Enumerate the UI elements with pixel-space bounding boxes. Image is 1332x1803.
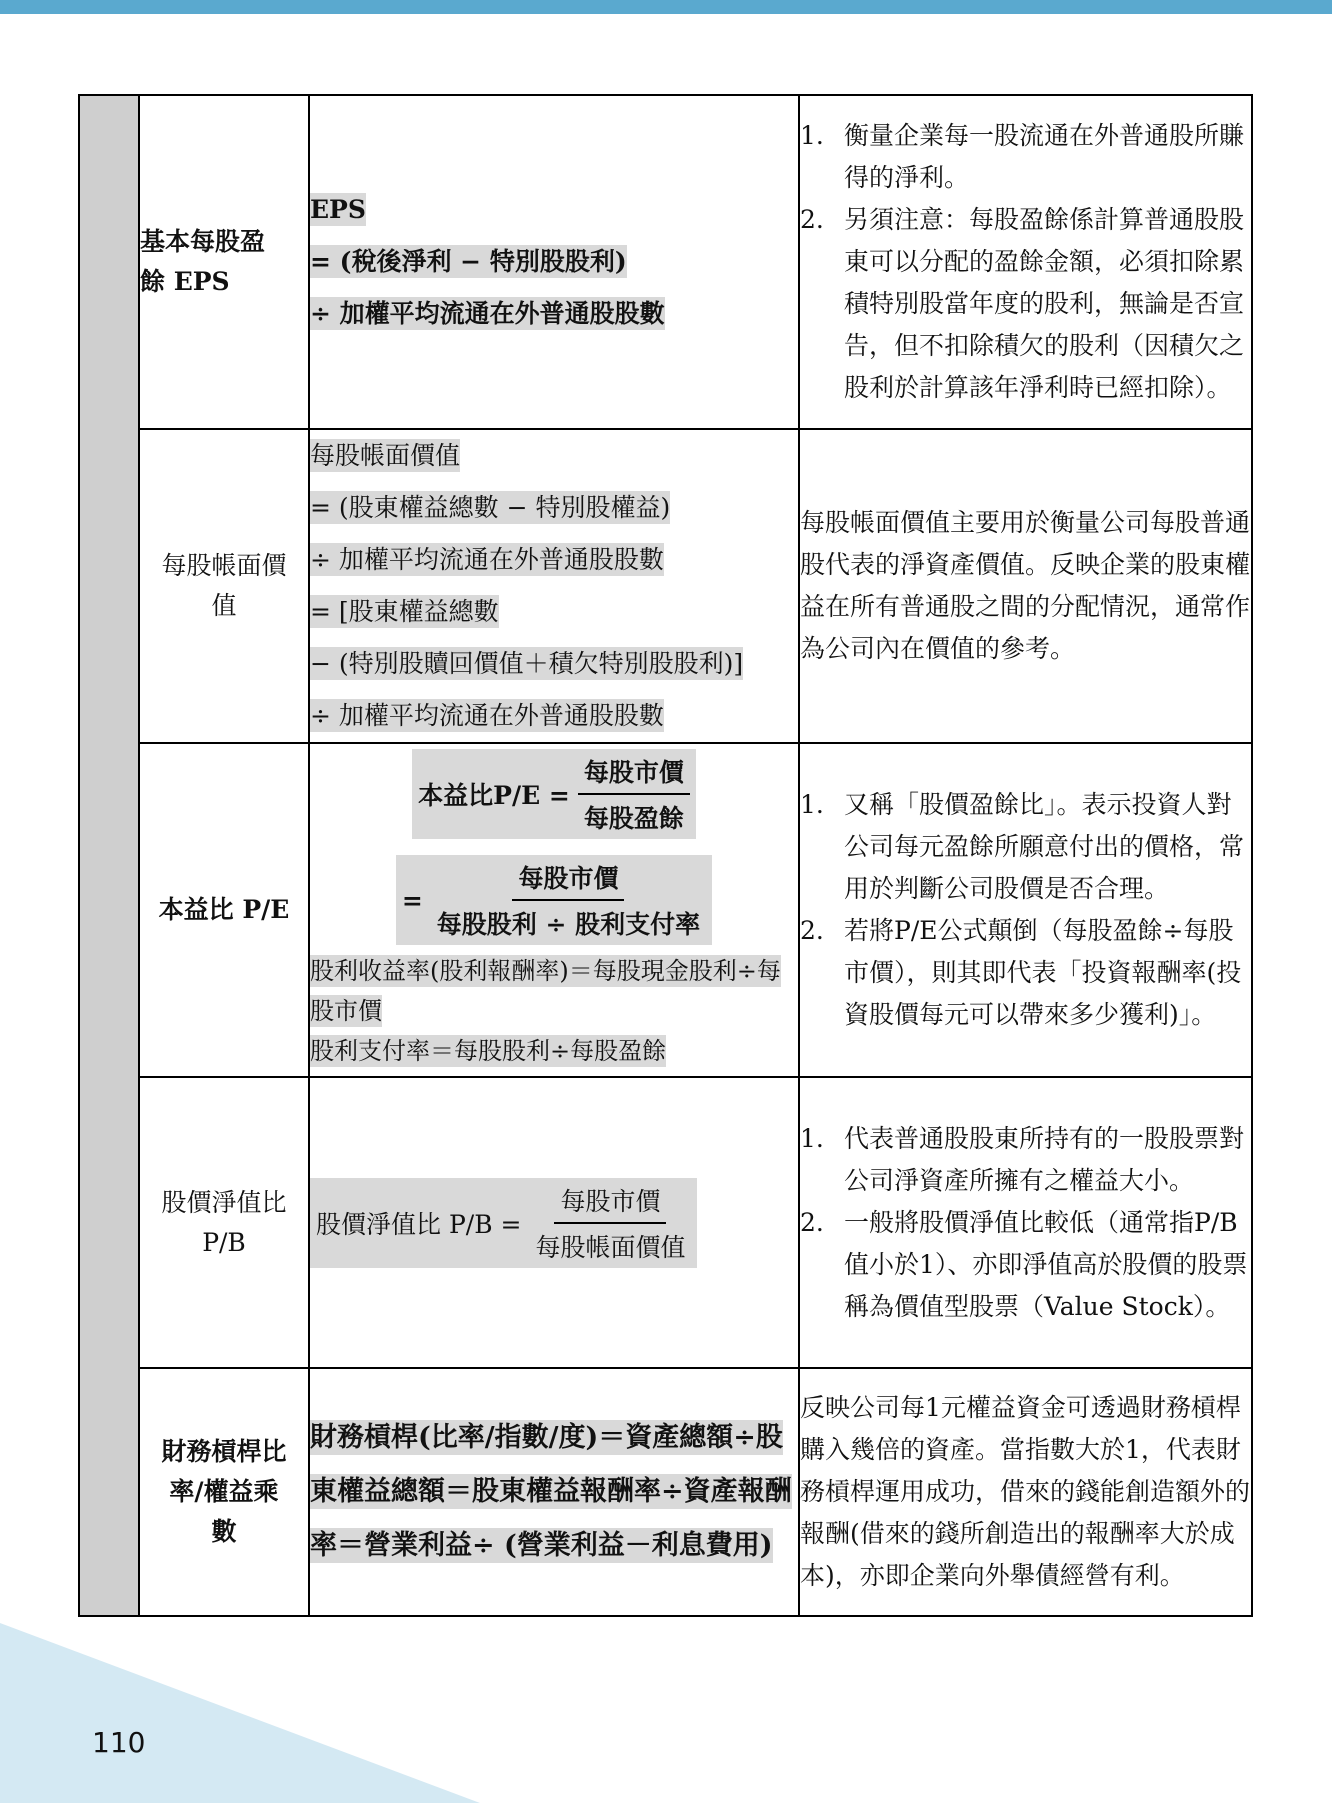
list-number: 2. bbox=[800, 1207, 824, 1237]
desc-pb bbox=[799, 1077, 1252, 1368]
fraction-denominator: 每股帳面價值 bbox=[535, 1232, 686, 1262]
fraction-numerator: 每股市價 bbox=[554, 1182, 666, 1224]
fraction-denominator: 每股盈餘 bbox=[583, 804, 684, 833]
desc-leverage bbox=[799, 1368, 1252, 1616]
table-row-eps bbox=[79, 95, 1252, 429]
row-name-line: 率/權益乘 bbox=[169, 1477, 279, 1506]
row-name-eps bbox=[139, 95, 309, 429]
row-name-pb bbox=[139, 1077, 309, 1368]
list-number: 2. bbox=[800, 205, 824, 234]
row-name-line: 數 bbox=[211, 1517, 237, 1546]
list-text: 另須注意：每股盈餘係計算普通股股東可以分配的盈餘金額，必須扣除累積特別股當年度的股利，無論是否宣告，但不扣除積欠的股利（因積欠之股利於計算該年淨利時已經扣除）。 bbox=[844, 205, 1245, 402]
list-item bbox=[800, 199, 1251, 409]
formula-book-value bbox=[309, 429, 799, 743]
desc-book-value bbox=[799, 429, 1252, 743]
row-name-line: 基本每股盈 bbox=[140, 227, 266, 256]
list-number: 2. bbox=[800, 916, 824, 945]
desc-text: 反映公司每1元權益資金可透過財務槓桿購入幾倍的資產。當指數大於1，代表財務槓桿運用成功，借來的錢能創造額外的報酬(借來的錢所創造出的報酬率大於成本)，亦即企業向外舉債經營有利。 bbox=[800, 1393, 1251, 1590]
row-name-pe bbox=[139, 743, 309, 1077]
list-number: 1. bbox=[800, 1123, 824, 1153]
gray-side-column bbox=[79, 95, 139, 1616]
formula-line: 股利收益率(股利報酬率)＝每股現金股利÷每股市價 bbox=[310, 957, 781, 1025]
row-name-line: 每股帳面價 bbox=[161, 551, 287, 580]
financial-ratio-table bbox=[78, 94, 1253, 1617]
row-name-line: 財務槓桿比 bbox=[161, 1437, 287, 1466]
row-name-line: 本益比 P/E bbox=[158, 895, 290, 924]
formula-line: ÷ 加權平均流通在外普通股股數 bbox=[310, 701, 664, 730]
table-row-pe bbox=[79, 743, 1252, 1077]
fraction-denominator: 每股股利 ÷ 股利支付率 bbox=[436, 910, 701, 939]
list-item bbox=[800, 784, 1251, 910]
list-text: 又稱「股價盈餘比」。表示投資人對公司每元盈餘所願意付出的價格，常用於判斷公司股價是否合理。 bbox=[844, 790, 1245, 903]
table-row-pb bbox=[79, 1077, 1252, 1368]
list-item bbox=[800, 115, 1251, 199]
list-number: 1. bbox=[800, 790, 824, 819]
row-name-book-value bbox=[139, 429, 309, 743]
formula-line: ÷ 加權平均流通在外普通股股數 bbox=[310, 545, 664, 574]
fraction-numerator: 每股市價 bbox=[578, 753, 690, 795]
list-item bbox=[800, 1202, 1251, 1328]
fraction-numerator: 每股市價 bbox=[512, 859, 624, 901]
table-row-leverage bbox=[79, 1368, 1252, 1616]
pb-fraction bbox=[310, 1178, 697, 1268]
formula-line: − (特別股贖回價值＋積欠特別股股利)] bbox=[310, 649, 744, 678]
row-name-line: P/B bbox=[202, 1227, 246, 1257]
desc-text: 每股帳面價值主要用於衡量公司每股普通股代表的淨資產價值。反映企業的股東權益在所有普通股之間的分配情況，通常作為公司內在價值的參考。 bbox=[800, 508, 1251, 663]
formula-line: EPS bbox=[310, 195, 366, 224]
formula-line: 股利支付率＝每股股利÷每股盈餘 bbox=[310, 1037, 667, 1065]
formula-line: = [股東權益總數 bbox=[310, 597, 499, 626]
pe-fraction-1 bbox=[412, 749, 696, 839]
formula-pb bbox=[309, 1077, 799, 1368]
formula-leverage bbox=[309, 1368, 799, 1616]
formula-line: 每股帳面價值 bbox=[310, 441, 461, 470]
list-text: 衡量企業每一股流通在外普通股所賺得的淨利。 bbox=[844, 121, 1245, 192]
pe-eq: = bbox=[401, 885, 423, 915]
list-text: 代表普通股股東所持有的一股股票對公司淨資產所擁有之權益大小。 bbox=[844, 1123, 1245, 1195]
row-name-leverage bbox=[139, 1368, 309, 1616]
formula-pe bbox=[309, 743, 799, 1077]
page-number: 110 bbox=[92, 1726, 146, 1759]
list-text: 若將P/E公式顛倒（每股盈餘÷每股市價），則其即代表「投資報酬率(投資股價每元可以帶來多少獲利)」。 bbox=[844, 916, 1242, 1029]
desc-eps bbox=[799, 95, 1252, 429]
formula-line: = (稅後淨利 − 特別股股利) bbox=[310, 247, 627, 276]
list-item bbox=[800, 910, 1251, 1036]
table-row-book-value bbox=[79, 429, 1252, 743]
list-number: 1. bbox=[800, 121, 824, 150]
formula-line: ÷ 加權平均流通在外普通股股數 bbox=[310, 299, 665, 328]
row-name-line: 值 bbox=[211, 591, 237, 620]
desc-pe bbox=[799, 743, 1252, 1077]
pe-lhs: 本益比P/E = bbox=[418, 781, 570, 810]
list-text: 一般將股價淨值比較低（通常指P/B值小於1）、亦即淨值高於股價的股票稱為價值型股票（Value Stock）。 bbox=[844, 1207, 1248, 1321]
formula-line: = (股東權益總數 − 特別股權益) bbox=[310, 493, 671, 522]
top-color-bar bbox=[0, 0, 1332, 14]
formula-line: 財務槓桿(比率/指數/度)＝資產總額÷股東權益總額＝股東權益報酬率÷資產報酬率＝營業利益÷ (營業利益－利息費用) bbox=[310, 1422, 792, 1561]
row-name-line: 餘 EPS bbox=[140, 267, 230, 296]
pb-lhs: 股價淨值比 P/B = bbox=[316, 1209, 522, 1239]
list-item bbox=[800, 1118, 1251, 1202]
row-name-line: 股價淨值比 bbox=[161, 1187, 287, 1217]
formula-eps bbox=[309, 95, 799, 429]
pe-fraction-2 bbox=[396, 855, 712, 945]
